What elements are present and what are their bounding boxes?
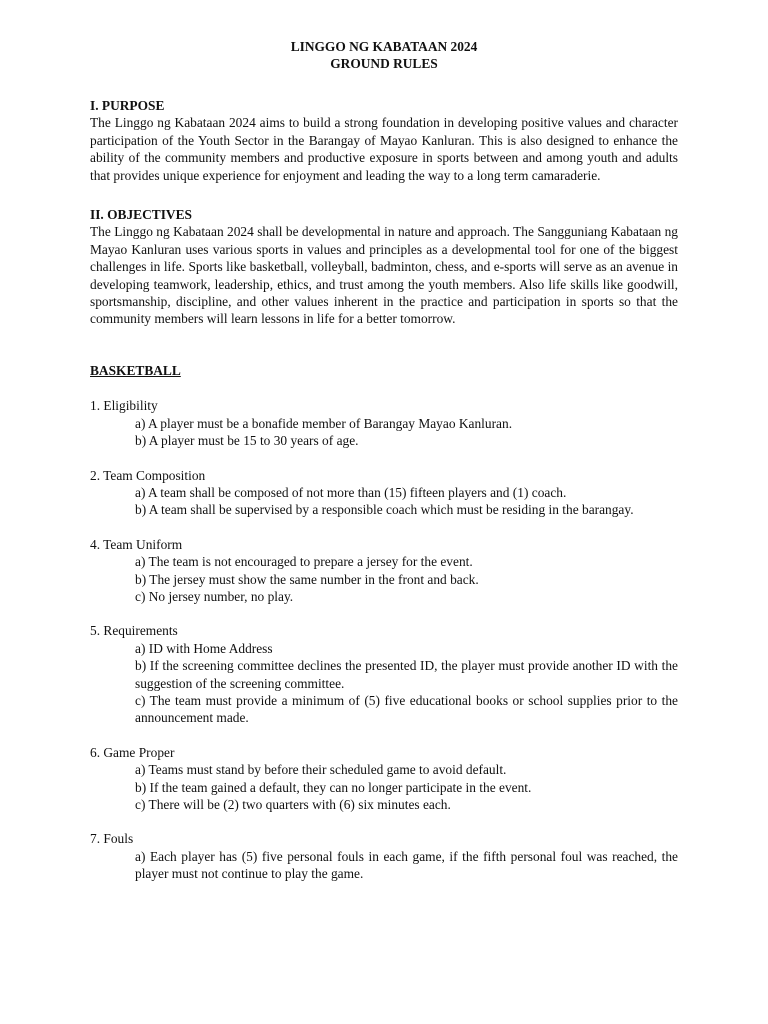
rule-section-title: 5. Requirements: [90, 623, 178, 639]
rule-item: b) If the screening committee declines the presented ID, the player must provide another ID with the suggestion of the screening committee.: [135, 658, 678, 691]
rule-section-title: 6. Game Proper: [90, 744, 175, 760]
rule-item: c) The team must provide a minimum of (5) five educational books or school supplies prior to the announcement made.: [135, 692, 678, 726]
objectives-heading: II. OBJECTIVES: [90, 207, 192, 223]
rule-item: a) Teams must stand by before their scheduled game to avoid default.: [135, 762, 507, 778]
rule-section: [90, 830, 678, 882]
document-page: [90, 38, 678, 883]
rule-item: a) Each player has (5) five personal fouls in each game, if the fifth personal foul was reached, the player must not continue to play the game.: [135, 848, 678, 882]
basketball-rules: [90, 397, 678, 882]
rule-section-title: 7. Fouls: [90, 831, 134, 847]
rule-item: b) A team shall be supervised by a responsible coach which must be residing in the barangay.: [135, 502, 634, 518]
rule-item: a) A team shall be composed of not more than (15) fifteen players and (1) coach.: [135, 484, 567, 500]
rule-section: [90, 467, 678, 519]
purpose-text: The Linggo ng Kabataan 2024 aims to build a strong foundation in developing positive values and character participation of the Youth Sector in the Barangay of Mayao Kanluran. This is also designed to enhance the ability of the community members and productive exposure in sports between and among youth and adults that provides unique experience for enjoyment and leading the way to a long term camaraderie.: [90, 115, 678, 183]
rule-section: [90, 622, 678, 726]
rule-item: a) ID with Home Address: [135, 640, 273, 656]
rule-item: a) The team is not encouraged to prepare a jersey for the event.: [135, 554, 473, 570]
objectives-text: The Linggo ng Kabataan 2024 shall be developmental in nature and approach. The Sangguniang Kabataan ng Mayao Kanluran uses various sports in values and principles as a developmental tool for one of the biggest challenges in life. Sports like basketball, volleyball, badminton, chess, and e-sports will serve as an avenue in developing teamwork, leadership, ethics, and trust among the youth members. Also life skills like goodwill, sportsmanship, discipline, and other values inherent in the practice and participation in sports so that the community members will learn lessons in life for a better tomorrow.: [90, 224, 678, 327]
rule-item: b) A player must be 15 to 30 years of age.: [135, 433, 359, 449]
document-title: LINGGO NG KABATAAN 2024: [290, 39, 478, 54]
rule-section-title: 4. Team Uniform: [90, 536, 183, 552]
rule-item: b) The jersey must show the same number in the front and back.: [135, 571, 479, 587]
rule-section: [90, 744, 678, 814]
rule-item: c) There will be (2) two quarters with (6) six minutes each.: [135, 797, 451, 812]
purpose-heading: I. PURPOSE: [90, 98, 165, 113]
rule-section-title: 2. Team Composition: [90, 467, 206, 483]
rule-item: b) If the team gained a default, they can no longer participate in the event.: [135, 779, 532, 795]
rule-item: a) A player must be a bonafide member of Barangay Mayao Kanluran.: [135, 415, 513, 431]
rule-section: [90, 397, 678, 449]
rule-section: [90, 536, 678, 606]
rule-section-title: 1. Eligibility: [90, 398, 158, 414]
basketball-heading: BASKETBALL: [90, 362, 181, 378]
rule-item: c) No jersey number, no play.: [135, 588, 294, 604]
document-subtitle: GROUND RULES: [330, 56, 438, 71]
